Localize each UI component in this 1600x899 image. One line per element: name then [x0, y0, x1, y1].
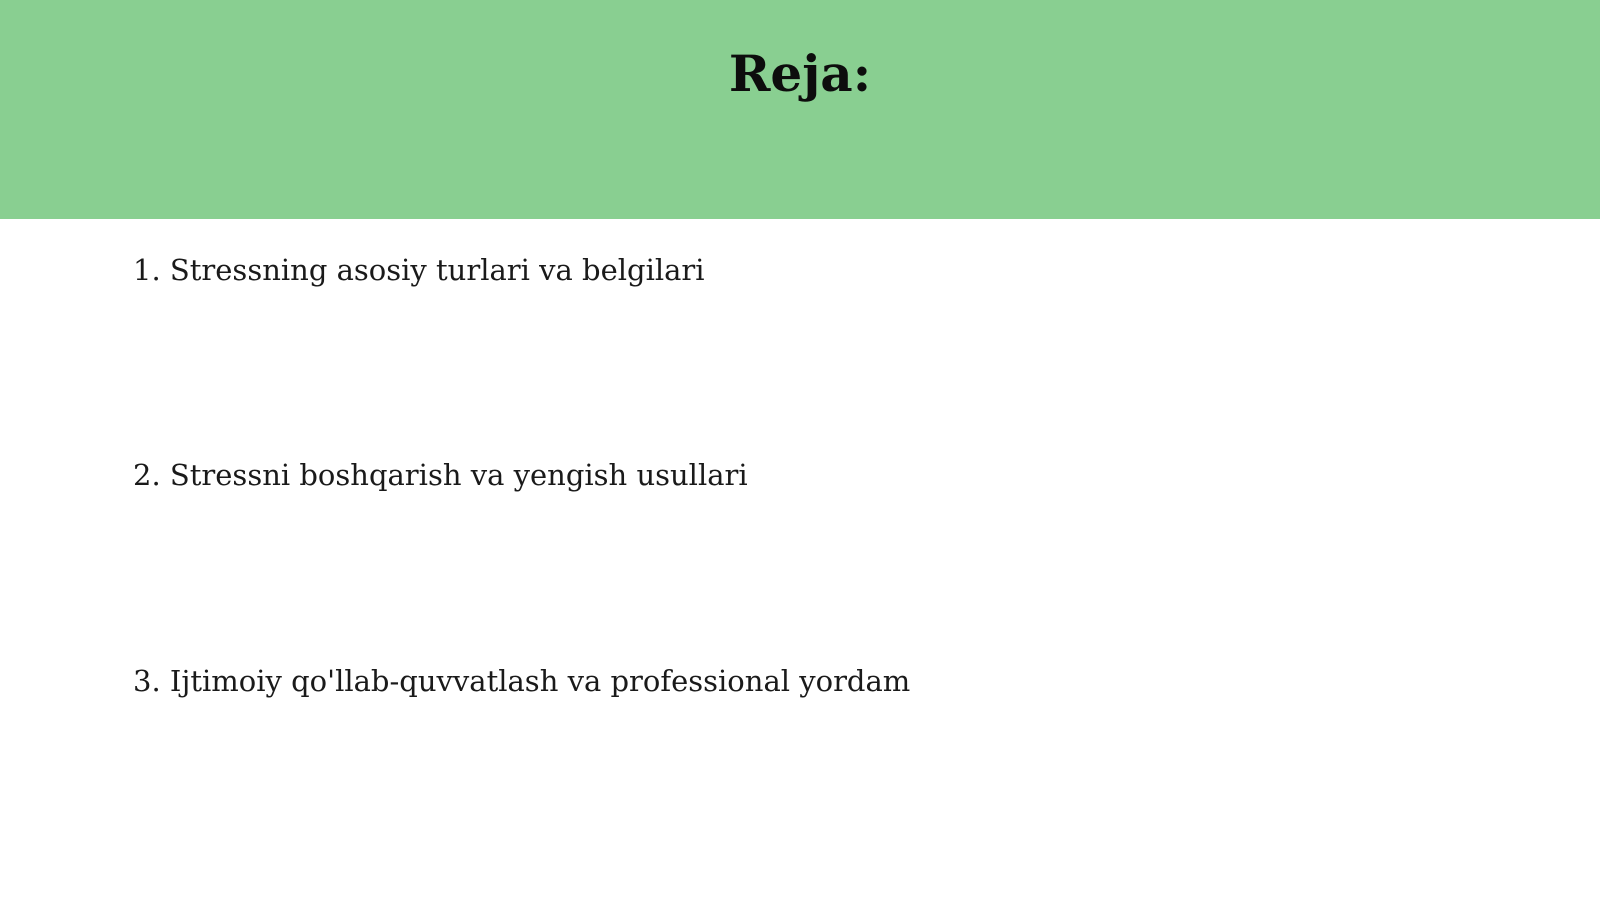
agenda-item: 1. Stressning asosiy turlari va belgilari [133, 253, 705, 287]
slide-title: Reja: [728, 44, 872, 103]
header-band [0, 0, 1600, 219]
agenda-item: 3. Ijtimoiy qo'llab-quvvatlash va professional yordam [133, 664, 911, 698]
agenda-item: 2. Stressni boshqarish va yengish usullari [133, 458, 748, 492]
